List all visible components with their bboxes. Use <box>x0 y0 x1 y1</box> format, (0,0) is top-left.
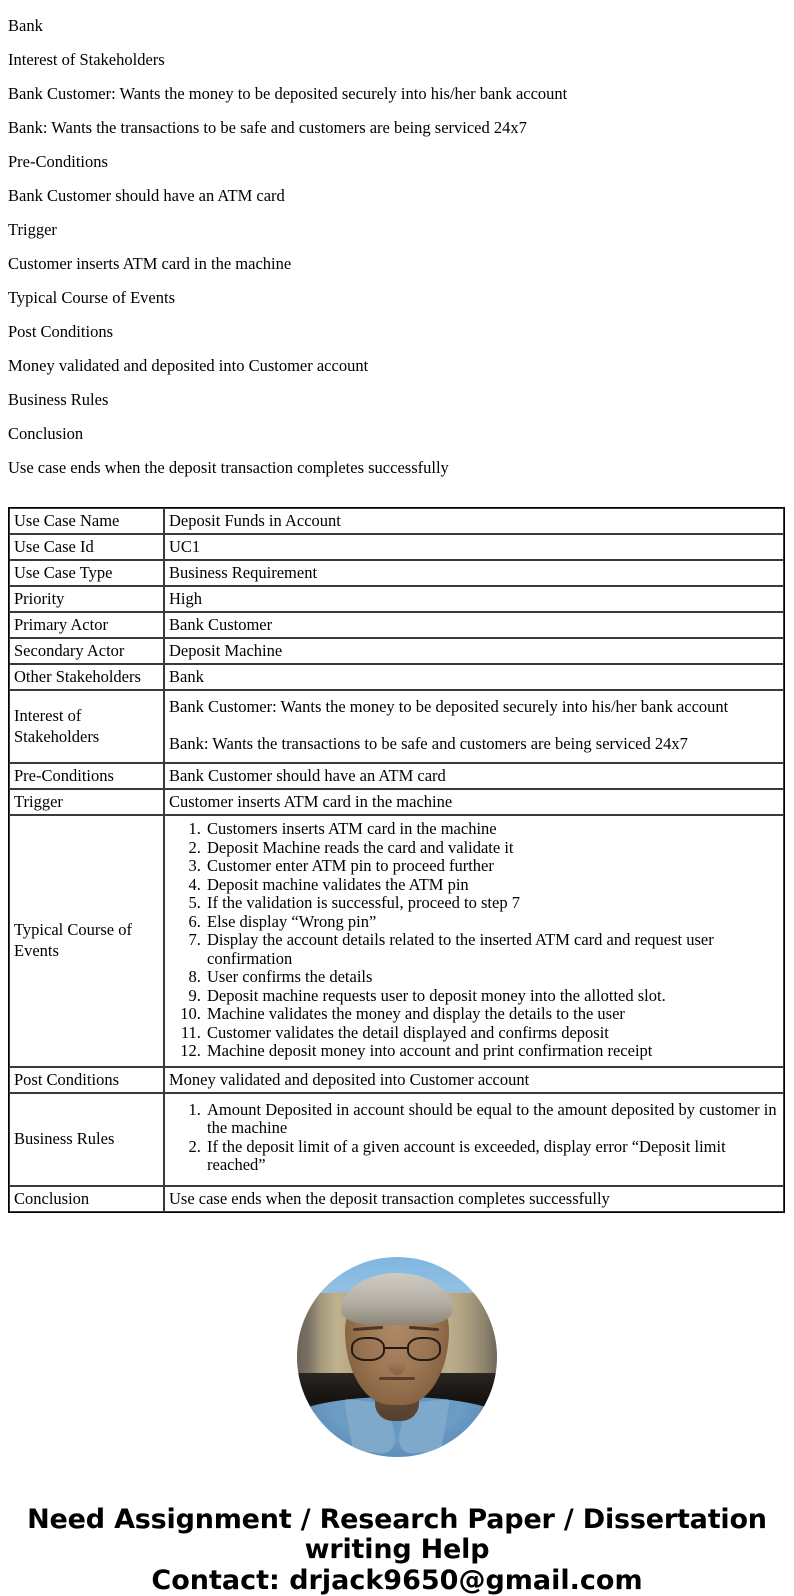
business-rules-list <box>169 1101 779 1175</box>
intro-paragraph: Interest of Stakeholders <box>8 50 165 69</box>
use-case-table-wrapper <box>0 507 794 1213</box>
row-value: Use case ends when the deposit transaction completes successfully <box>164 1186 784 1212</box>
row-label: Priority <box>9 586 164 612</box>
typical-course-of-events-list <box>169 820 779 1061</box>
promo-headline: Need Assignment / Research Paper / Dissertation writing Help <box>27 1503 767 1565</box>
row-label: Use Case Name <box>9 508 164 534</box>
avatar <box>297 1257 497 1457</box>
table-row <box>9 560 784 586</box>
table-row <box>9 638 784 664</box>
intro-paragraph: Trigger <box>8 220 57 239</box>
row-value: Money validated and deposited into Customer account <box>164 1067 784 1093</box>
table-row-post-conditions <box>9 1067 784 1093</box>
list-item: 11. Customer validates the detail displayed and confirms deposit <box>205 1024 779 1043</box>
row-value: High <box>164 586 784 612</box>
use-case-table <box>8 507 785 1213</box>
eyeglass-right-icon <box>407 1337 441 1361</box>
intro-paragraph: Money validated and deposited into Customer account <box>8 356 369 375</box>
list-item: 2. If the deposit limit of a given account is exceeded, display error “Deposit limit reached” <box>205 1138 779 1175</box>
row-label: Use Case Id <box>9 534 164 560</box>
row-label: Trigger <box>9 789 164 815</box>
list-item: 6. Else display “Wrong pin” <box>205 913 779 932</box>
row-label: Post Conditions <box>9 1067 164 1093</box>
table-row <box>9 534 784 560</box>
list-item: 5. If the validation is successful, proceed to step 7 <box>205 894 779 913</box>
table-row <box>9 664 784 690</box>
table-row-interest-of-stakeholders <box>9 690 784 763</box>
row-value: Bank Customer should have an ATM card <box>164 763 784 789</box>
row-value <box>164 815 784 1067</box>
row-value: Customer inserts ATM card in the machine <box>164 789 784 815</box>
list-item: 9. Deposit machine requests user to deposit money into the allotted slot. <box>205 987 779 1006</box>
intro-paragraph: Conclusion <box>8 424 84 443</box>
eyeglass-left-icon <box>351 1337 385 1361</box>
row-label: Other Stakeholders <box>9 664 164 690</box>
row-label: Use Case Type <box>9 560 164 586</box>
table-row-trigger <box>9 789 784 815</box>
intro-paragraph: Bank: Wants the transactions to be safe and customers are being serviced 24x7 <box>8 118 527 137</box>
table-row <box>9 508 784 534</box>
list-item: 3. Customer enter ATM pin to proceed further <box>205 857 779 876</box>
list-item: 1. Amount Deposited in account should be equal to the amount deposited by customer in the machine <box>205 1101 779 1138</box>
row-label: Secondary Actor <box>9 638 164 664</box>
stakeholder-interest-line: Bank Customer: Wants the money to be deposited securely into his/her bank account <box>169 697 729 716</box>
table-row-conclusion <box>9 1186 784 1212</box>
avatar-section <box>0 1257 794 1457</box>
mouth-icon <box>379 1377 415 1380</box>
row-value: UC1 <box>164 534 784 560</box>
row-label: Business Rules <box>9 1093 164 1186</box>
nose-icon <box>388 1353 406 1375</box>
row-value: Bank <box>164 664 784 690</box>
table-row-typical-course-of-events <box>9 815 784 1067</box>
intro-paragraph: Use case ends when the deposit transaction completes successfully <box>8 458 449 477</box>
list-item: 12. Machine deposit money into account and print confirmation receipt <box>205 1042 779 1061</box>
promo-contact: Contact: drjack9650@gmail.com <box>151 1564 643 1596</box>
eyeglass-bridge-icon <box>385 1347 407 1349</box>
intro-paragraph: Post Conditions <box>8 322 113 341</box>
list-item: 8. User confirms the details <box>205 968 779 987</box>
promo-block <box>0 1505 794 1596</box>
table-row <box>9 612 784 638</box>
row-label: Primary Actor <box>9 612 164 638</box>
row-value: Deposit Machine <box>164 638 784 664</box>
row-value: Bank Customer <box>164 612 784 638</box>
intro-paragraph-block <box>0 9 794 485</box>
list-item: 1. Customers inserts ATM card in the machine <box>205 820 779 839</box>
row-label: Typical Course of Events <box>9 815 164 1067</box>
intro-paragraph: Pre-Conditions <box>8 152 108 171</box>
row-value <box>164 690 784 763</box>
table-row-pre-conditions <box>9 763 784 789</box>
intro-paragraph: Bank <box>8 16 43 35</box>
stakeholder-interest-list <box>169 692 779 760</box>
intro-paragraph: Bank Customer should have an ATM card <box>8 186 285 205</box>
intro-paragraph: Business Rules <box>8 390 109 409</box>
row-label: Pre-Conditions <box>9 763 164 789</box>
intro-paragraph: Typical Course of Events <box>8 288 176 307</box>
stakeholder-interest-line: Bank: Wants the transactions to be safe and customers are being serviced 24x7 <box>169 734 688 753</box>
intro-paragraph: Bank Customer: Wants the money to be deposited securely into his/her bank account <box>8 84 568 103</box>
table-row <box>9 586 784 612</box>
row-value: Deposit Funds in Account <box>164 508 784 534</box>
table-row-business-rules <box>9 1093 784 1186</box>
row-label: Interest of Stakeholders <box>9 690 164 763</box>
list-item: 10. Machine validates the money and display the details to the user <box>205 1005 779 1024</box>
intro-paragraph: Customer inserts ATM card in the machine <box>8 254 292 273</box>
list-item: 4. Deposit machine validates the ATM pin <box>205 876 779 895</box>
list-item: 7. Display the account details related to the inserted ATM card and request user confirmation <box>205 931 779 968</box>
row-label: Conclusion <box>9 1186 164 1212</box>
list-item: 2. Deposit Machine reads the card and validate it <box>205 839 779 858</box>
row-value: Business Requirement <box>164 560 784 586</box>
row-value <box>164 1093 784 1186</box>
